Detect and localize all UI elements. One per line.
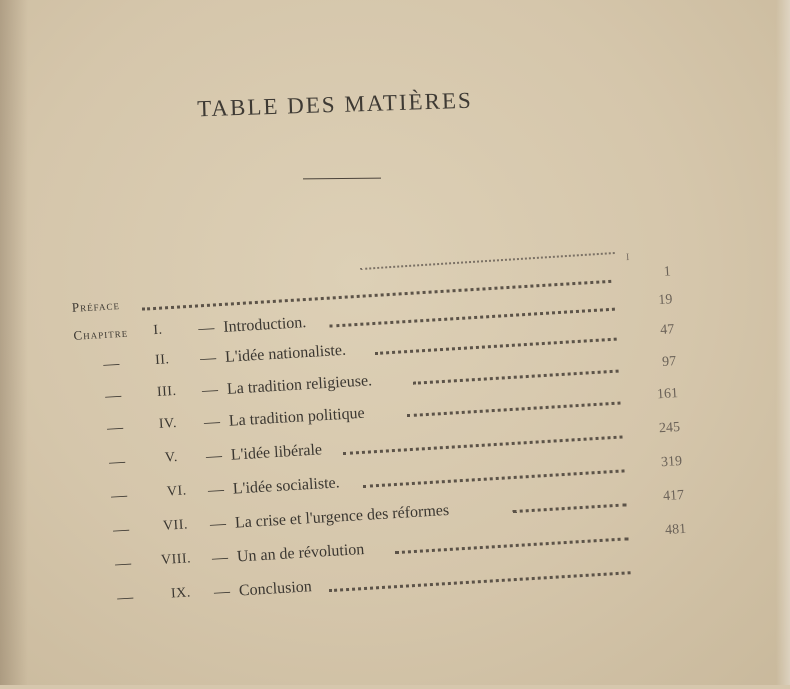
leader-dots [413, 370, 619, 385]
entry-page: 481 [664, 521, 687, 539]
entry-dash: — [211, 549, 229, 568]
entry-number: IV. [158, 415, 178, 432]
entry-page: 319 [660, 453, 683, 471]
entry-lead: — [106, 419, 124, 437]
entry-title: Introduction. [222, 314, 307, 336]
leader-dots [375, 338, 617, 355]
entry-lead: — [110, 486, 128, 505]
entry-number: IX. [170, 585, 192, 602]
entry-number: VIII. [160, 551, 192, 569]
entry-lead: — [112, 520, 130, 539]
entry-title: La tradition politique [228, 404, 366, 430]
leader-dots [329, 571, 631, 592]
entry-page: 97 [661, 354, 677, 370]
entry-lead: — [108, 453, 126, 471]
entry-dash: — [197, 319, 215, 338]
leader-dots [343, 435, 623, 455]
entry-page: 161 [656, 386, 679, 403]
entry-number: V. [164, 449, 179, 466]
entry-page: 1 [663, 264, 672, 280]
entry-dash: — [201, 381, 219, 400]
entry-page: 417 [662, 487, 685, 505]
entry-number: II. [154, 352, 170, 369]
entry-page: 47 [659, 322, 675, 339]
entry-number: I. [152, 322, 163, 339]
entry-title: Un an de révolution [236, 540, 365, 566]
entry-lead: — [102, 355, 120, 374]
page-title: TABLE DES MATIÈRES [196, 87, 474, 122]
entry-dash: — [207, 481, 225, 500]
entry-title: La tradition religieuse. [226, 372, 373, 398]
entry-lead: — [104, 387, 122, 406]
entry-title: La crise et l'urgence des réformes [234, 501, 450, 532]
leader-dots [329, 308, 615, 328]
entry-dash: — [203, 413, 221, 432]
entry-page: 19 [658, 292, 673, 309]
entry-lead: — [116, 588, 134, 607]
entry-number: VI. [166, 483, 188, 500]
entry-lead: Chapitre [73, 324, 129, 343]
top-page-mark: I [625, 251, 630, 264]
leader-dots [363, 469, 625, 488]
entry-lead: — [114, 554, 132, 573]
entry-lead: Préface [71, 297, 121, 315]
entry-page: 245 [658, 420, 681, 437]
leader-dots [513, 503, 627, 513]
leader-dots [395, 537, 629, 554]
entry-number: III. [156, 383, 177, 400]
entry-title: L'idée nationaliste. [224, 341, 347, 366]
entry-dash: — [205, 447, 223, 466]
entry-title: L'idée socialiste. [232, 474, 341, 498]
entry-dash: — [209, 515, 227, 534]
entry-dash: — [213, 583, 231, 601]
leader-dots [407, 402, 621, 418]
entry-dash: — [199, 349, 217, 368]
entry-title: Conclusion [238, 578, 313, 600]
entry-number: VII. [162, 517, 189, 534]
entry-title: L'idée libérale [230, 441, 323, 464]
